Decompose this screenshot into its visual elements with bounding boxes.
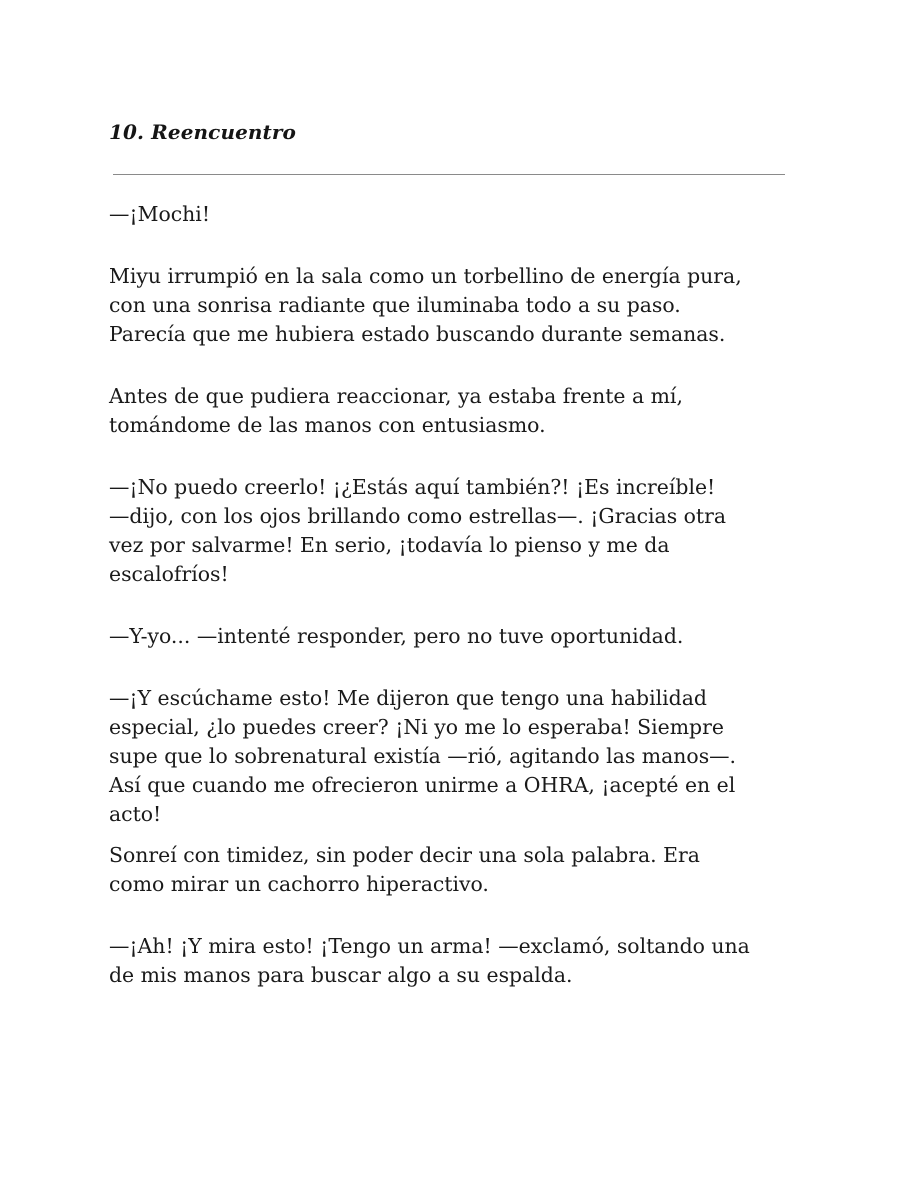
- paragraph-miyu-thanks: —¡No puedo creerlo! ¡¿Estás aquí también?! ¡Es increíble! —dijo, con los ojos brillando como estrellas—. ¡Gracias otra vez por salvarme! En serio, ¡todavía lo pienso y me da escalofríos!: [109, 475, 727, 586]
- paragraph-mochi-exclamation: —¡Mochi!: [109, 202, 211, 226]
- paragraph-shy-smile: Sonreí con timidez, sin poder decir una sola palabra. Era como mirar un cachorro hiperactivo.: [109, 843, 700, 896]
- chapter-title: 10. Reencuentro: [109, 120, 296, 144]
- paragraph-yo-attempt: —Y-yo... —intenté responder, pero no tuve oportunidad.: [109, 624, 684, 648]
- paragraph-weapon: —¡Ah! ¡Y mira esto! ¡Tengo un arma! —exclamó, soltando una de mis manos para buscar algo a su espalda.: [109, 934, 750, 987]
- title-divider: [113, 174, 785, 175]
- paragraph-miyu-enters: Miyu irrumpió en la sala como un torbellino de energía pura, con una sonrisa radiante que iluminaba todo a su paso. Parecía que me hubiera estado buscando durante semanas.: [109, 264, 742, 346]
- paragraph-special-ability: —¡Y escúchame esto! Me dijeron que tengo una habilidad especial, ¿lo puedes creer? ¡Ni yo me lo esperaba! Siempre supe que lo sobrenatural existía —rió, agitando las manos—. Así que cuando me ofrecieron unirme a OHRA, ¡acepté en el acto!: [109, 686, 737, 826]
- chapter-body: [109, 200, 799, 990]
- paragraph-holds-hands: Antes de que pudiera reaccionar, ya estaba frente a mí, tomándome de las manos con entusiasmo.: [109, 384, 683, 437]
